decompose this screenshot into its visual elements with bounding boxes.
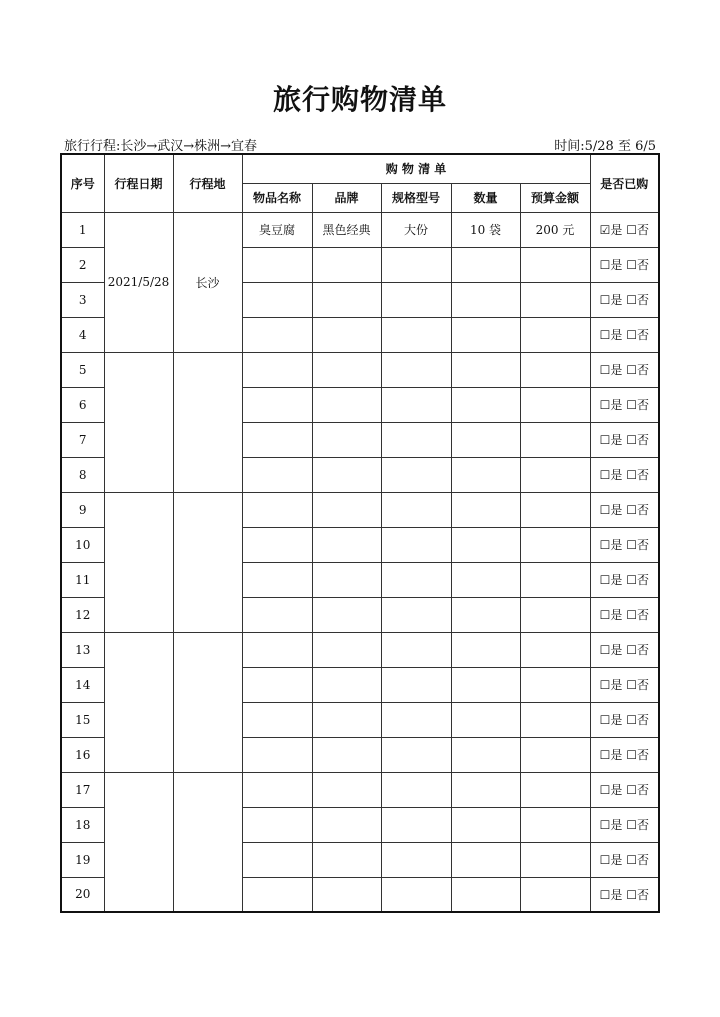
row-index: 4 — [61, 317, 104, 352]
header-quantity: 数量 — [451, 183, 520, 212]
quantity-cell[interactable] — [451, 317, 520, 352]
spec-cell[interactable] — [381, 387, 451, 422]
quantity-cell[interactable] — [451, 632, 520, 667]
quantity-cell[interactable] — [451, 352, 520, 387]
brand-cell[interactable] — [312, 842, 381, 877]
brand-cell[interactable]: 黑色经典 — [312, 212, 381, 247]
budget-cell[interactable] — [520, 527, 590, 562]
item-name-cell[interactable] — [242, 317, 312, 352]
time-range-text: 时间:5/28 至 6/5 — [554, 139, 656, 154]
item-name-cell[interactable] — [242, 492, 312, 527]
trip-place-cell[interactable] — [173, 632, 242, 772]
purchased-checkbox[interactable]: ☐是 ☐否 — [590, 492, 659, 527]
purchased-checkbox[interactable]: ☐是 ☐否 — [590, 317, 659, 352]
brand-cell[interactable] — [312, 317, 381, 352]
purchased-checkbox[interactable]: ☐是 ☐否 — [590, 632, 659, 667]
brand-cell[interactable] — [312, 562, 381, 597]
quantity-cell[interactable] — [451, 422, 520, 457]
purchased-checkbox[interactable]: ☑是 ☐否 — [590, 212, 659, 247]
purchased-checkbox[interactable]: ☐是 ☐否 — [590, 422, 659, 457]
budget-cell[interactable] — [520, 562, 590, 597]
spec-cell[interactable] — [381, 877, 451, 912]
quantity-cell[interactable] — [451, 877, 520, 912]
item-name-cell[interactable] — [242, 632, 312, 667]
row-index: 9 — [61, 492, 104, 527]
row-index: 6 — [61, 387, 104, 422]
header-shopping-list: 购 物 清 单 — [242, 154, 590, 183]
table-body — [61, 212, 659, 912]
brand-cell[interactable] — [312, 457, 381, 492]
item-name-cell[interactable] — [242, 772, 312, 807]
quantity-cell[interactable] — [451, 597, 520, 632]
quantity-cell[interactable] — [451, 807, 520, 842]
brand-cell[interactable] — [312, 352, 381, 387]
purchased-checkbox[interactable]: ☐是 ☐否 — [590, 597, 659, 632]
spec-cell[interactable] — [381, 807, 451, 842]
budget-cell[interactable] — [520, 387, 590, 422]
budget-cell[interactable] — [520, 737, 590, 772]
table-row — [61, 772, 659, 807]
purchased-checkbox[interactable]: ☐是 ☐否 — [590, 842, 659, 877]
quantity-cell[interactable]: 10 袋 — [451, 212, 520, 247]
row-index: 13 — [61, 632, 104, 667]
header-row-1 — [61, 154, 659, 183]
purchased-checkbox[interactable]: ☐是 ☐否 — [590, 282, 659, 317]
trip-place-cell[interactable] — [173, 772, 242, 912]
trip-place-cell[interactable] — [173, 492, 242, 632]
purchased-checkbox[interactable]: ☐是 ☐否 — [590, 702, 659, 737]
brand-cell[interactable] — [312, 667, 381, 702]
spec-cell[interactable] — [381, 562, 451, 597]
purchased-checkbox[interactable]: ☐是 ☐否 — [590, 527, 659, 562]
purchased-checkbox[interactable]: ☐是 ☐否 — [590, 247, 659, 282]
header-date: 行程日期 — [104, 154, 173, 212]
brand-cell[interactable] — [312, 492, 381, 527]
row-index: 5 — [61, 352, 104, 387]
row-index: 1 — [61, 212, 104, 247]
spec-cell[interactable] — [381, 247, 451, 282]
item-name-cell[interactable] — [242, 807, 312, 842]
purchased-checkbox[interactable]: ☐是 ☐否 — [590, 352, 659, 387]
spec-cell[interactable] — [381, 527, 451, 562]
purchased-checkbox[interactable]: ☐是 ☐否 — [590, 562, 659, 597]
trip-date-cell[interactable] — [104, 352, 173, 492]
header-place: 行程地 — [173, 154, 242, 212]
page-title: 旅行购物清单 — [272, 83, 447, 116]
budget-cell[interactable] — [520, 632, 590, 667]
purchased-checkbox[interactable]: ☐是 ☐否 — [590, 457, 659, 492]
purchased-checkbox[interactable]: ☐是 ☐否 — [590, 877, 659, 912]
budget-cell[interactable] — [520, 457, 590, 492]
quantity-cell[interactable] — [451, 527, 520, 562]
spec-cell[interactable] — [381, 632, 451, 667]
item-name-cell[interactable] — [242, 667, 312, 702]
row-index: 7 — [61, 422, 104, 457]
item-name-cell[interactable] — [242, 877, 312, 912]
table-row — [61, 632, 659, 667]
purchased-checkbox[interactable]: ☐是 ☐否 — [590, 772, 659, 807]
header-spec: 规格型号 — [381, 183, 451, 212]
purchased-checkbox[interactable]: ☐是 ☐否 — [590, 807, 659, 842]
header-budget: 预算金额 — [520, 183, 590, 212]
purchased-checkbox[interactable]: ☐是 ☐否 — [590, 387, 659, 422]
budget-cell[interactable] — [520, 352, 590, 387]
quantity-cell[interactable] — [451, 492, 520, 527]
header-purchased: 是否已购 — [590, 154, 659, 212]
item-name-cell[interactable] — [242, 247, 312, 282]
quantity-cell[interactable] — [451, 457, 520, 492]
budget-cell[interactable] — [520, 877, 590, 912]
row-index: 20 — [61, 877, 104, 912]
row-index: 8 — [61, 457, 104, 492]
trip-date-cell[interactable] — [104, 492, 173, 632]
purchased-checkbox[interactable]: ☐是 ☐否 — [590, 737, 659, 772]
budget-cell[interactable]: 200 元 — [520, 212, 590, 247]
item-name-cell[interactable] — [242, 352, 312, 387]
quantity-cell[interactable] — [451, 702, 520, 737]
budget-cell[interactable] — [520, 492, 590, 527]
item-name-cell[interactable] — [242, 387, 312, 422]
budget-cell[interactable] — [520, 807, 590, 842]
brand-cell[interactable] — [312, 877, 381, 912]
brand-cell[interactable] — [312, 527, 381, 562]
item-name-cell[interactable] — [242, 527, 312, 562]
budget-cell[interactable] — [520, 597, 590, 632]
table-row — [61, 212, 659, 247]
budget-cell[interactable] — [520, 247, 590, 282]
table-row — [61, 492, 659, 527]
brand-cell[interactable] — [312, 247, 381, 282]
quantity-cell[interactable] — [451, 667, 520, 702]
item-name-cell[interactable] — [242, 422, 312, 457]
header-brand: 品牌 — [312, 183, 381, 212]
item-name-cell[interactable] — [242, 842, 312, 877]
spec-cell[interactable] — [381, 842, 451, 877]
spec-cell[interactable] — [381, 317, 451, 352]
brand-cell[interactable] — [312, 282, 381, 317]
quantity-cell[interactable] — [451, 562, 520, 597]
budget-cell[interactable] — [520, 842, 590, 877]
spec-cell[interactable] — [381, 702, 451, 737]
budget-cell[interactable] — [520, 317, 590, 352]
brand-cell[interactable] — [312, 772, 381, 807]
item-name-cell[interactable] — [242, 282, 312, 317]
item-name-cell[interactable] — [242, 737, 312, 772]
budget-cell[interactable] — [520, 422, 590, 457]
trip-date-cell[interactable] — [104, 772, 173, 912]
item-name-cell[interactable] — [242, 597, 312, 632]
quantity-cell[interactable] — [451, 247, 520, 282]
spec-cell[interactable] — [381, 667, 451, 702]
row-index: 10 — [61, 527, 104, 562]
quantity-cell[interactable] — [451, 772, 520, 807]
brand-cell[interactable] — [312, 807, 381, 842]
shopping-table — [60, 153, 660, 913]
quantity-cell[interactable] — [451, 842, 520, 877]
row-index: 11 — [61, 562, 104, 597]
spec-cell[interactable] — [381, 352, 451, 387]
row-index: 12 — [61, 597, 104, 632]
trip-place-cell[interactable] — [173, 352, 242, 492]
quantity-cell[interactable] — [451, 737, 520, 772]
brand-cell[interactable] — [312, 632, 381, 667]
item-name-cell[interactable] — [242, 457, 312, 492]
budget-cell[interactable] — [520, 667, 590, 702]
row-index: 15 — [61, 702, 104, 737]
quantity-cell[interactable] — [451, 282, 520, 317]
trip-place-cell[interactable]: 长沙 — [173, 212, 242, 352]
brand-cell[interactable] — [312, 387, 381, 422]
header-index: 序号 — [61, 154, 104, 212]
row-index: 16 — [61, 737, 104, 772]
row-index: 2 — [61, 247, 104, 282]
trip-date-cell[interactable] — [104, 632, 173, 772]
spec-cell[interactable] — [381, 422, 451, 457]
item-name-cell[interactable]: 臭豆腐 — [242, 212, 312, 247]
quantity-cell[interactable] — [451, 387, 520, 422]
row-index: 3 — [61, 282, 104, 317]
brand-cell[interactable] — [312, 597, 381, 632]
row-index: 17 — [61, 772, 104, 807]
item-name-cell[interactable] — [242, 702, 312, 737]
budget-cell[interactable] — [520, 702, 590, 737]
spec-cell[interactable] — [381, 737, 451, 772]
trip-date-cell[interactable]: 2021/5/28 — [104, 212, 173, 352]
spec-cell[interactable] — [381, 282, 451, 317]
budget-cell[interactable] — [520, 772, 590, 807]
spec-cell[interactable] — [381, 772, 451, 807]
budget-cell[interactable] — [520, 282, 590, 317]
spec-cell[interactable] — [381, 492, 451, 527]
spec-cell[interactable] — [381, 597, 451, 632]
row-index: 19 — [61, 842, 104, 877]
item-name-cell[interactable] — [242, 562, 312, 597]
brand-cell[interactable] — [312, 422, 381, 457]
spec-cell[interactable] — [381, 457, 451, 492]
row-index: 18 — [61, 807, 104, 842]
brand-cell[interactable] — [312, 737, 381, 772]
table-row — [61, 352, 659, 387]
brand-cell[interactable] — [312, 702, 381, 737]
itinerary-text: 旅行行程:长沙→武汉→株洲→宜春 — [64, 139, 258, 154]
row-index: 14 — [61, 667, 104, 702]
spec-cell[interactable]: 大份 — [381, 212, 451, 247]
purchased-checkbox[interactable]: ☐是 ☐否 — [590, 667, 659, 702]
header-item-name: 物品名称 — [242, 183, 312, 212]
